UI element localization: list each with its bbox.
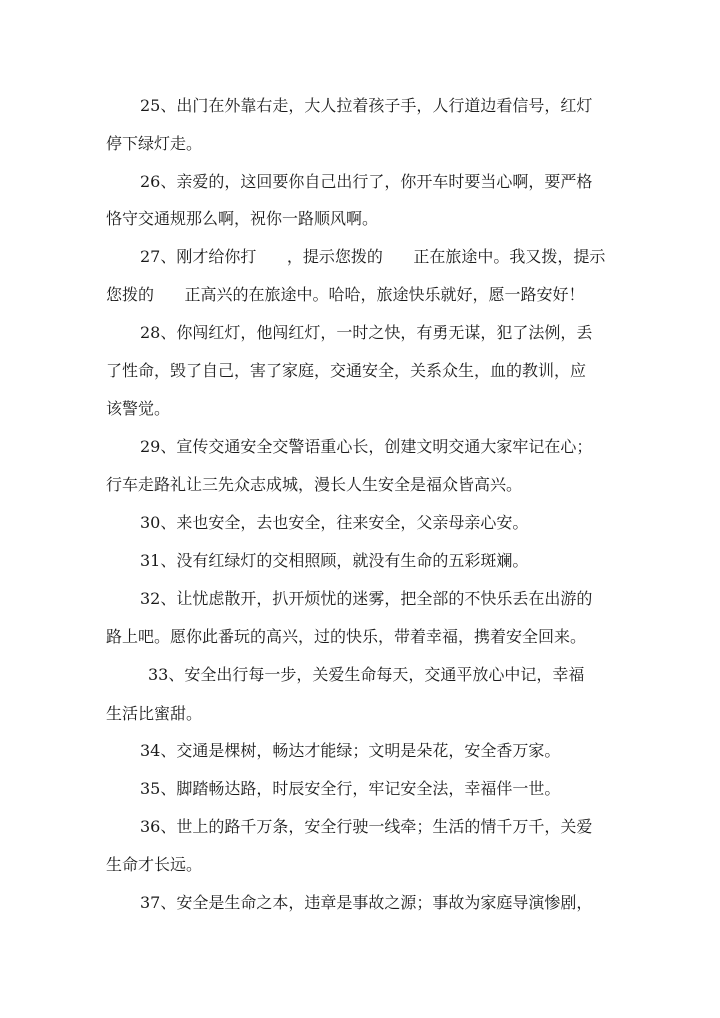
p34-line-1: 34、交通是棵树，畅达才能绿；文明是朵花，安全香万家。 — [140, 741, 561, 760]
p33-line-1: 33、安全出行每一步，关爱生命每天，交通平放心中记，幸福 — [148, 665, 585, 684]
p36-line-2: 生命才长远。 — [106, 855, 203, 874]
p26-line-2: 恪守交通规那么啊，祝你一路顺风啊。 — [106, 209, 379, 228]
p31-line-1: 31、没有红绿灯的交相照顾，就没有生命的五彩斑斓。 — [140, 551, 529, 570]
p28-line-3: 该警觉。 — [106, 399, 171, 418]
p35-line-1: 35、脚踏畅达路，时辰安全行，牢记安全法，幸福伴一世。 — [140, 779, 561, 798]
p32-line-1: 32、让忧虑散开，扒开烦忧的迷雾，把全部的不快乐丢在出游的 — [140, 589, 593, 608]
p26-line-1: 26、亲爱的，这回要你自己出行了，你开车时要当心啊，要严格 — [140, 172, 593, 191]
p32-line-2: 路上吧。愿你此番玩的高兴，过的快乐，带着幸福，携着安全回来。 — [106, 627, 587, 646]
p30-line-1: 30、来也安全，去也安全，往来安全，父亲母亲心安。 — [140, 513, 529, 532]
p25-line-1: 25、出门在外靠右走，大人拉着孩子手，人行道边看信号，红灯 — [140, 96, 593, 115]
p27-line-1: 27、刚才给你打 ，提示您拨的 正在旅途中。我又拨，提示 — [140, 247, 606, 266]
p29-line-1: 29、宣传交通安全交警语重心长，创建文明交通大家牢记在心； — [140, 437, 593, 456]
p33-line-2: 生活比蜜甜。 — [106, 704, 203, 723]
p28-line-2: 了性命，毁了自己，害了家庭，交通安全，关系众生，血的教训，应 — [106, 361, 587, 380]
p36-line-1: 36、世上的路千万条，安全行驶一线牵；生活的情千万千，关爱 — [140, 817, 593, 836]
p37-line-1: 37、安全是生命之本，违章是事故之源；事故为家庭导演惨剧， — [140, 893, 593, 912]
p29-line-2: 行车走路礼让三先众志成城，漫长人生安全是福众皆高兴。 — [106, 475, 523, 494]
p28-line-1: 28、你闯红灯，他闯红灯，一时之快，有勇无谋，犯了法例，丢 — [140, 323, 593, 342]
p27-line-2: 您拨的 正高兴的在旅途中。哈哈，旅途快乐就好，愿一路安好！ — [106, 285, 585, 304]
p25-line-2: 停下绿灯走。 — [106, 134, 203, 153]
